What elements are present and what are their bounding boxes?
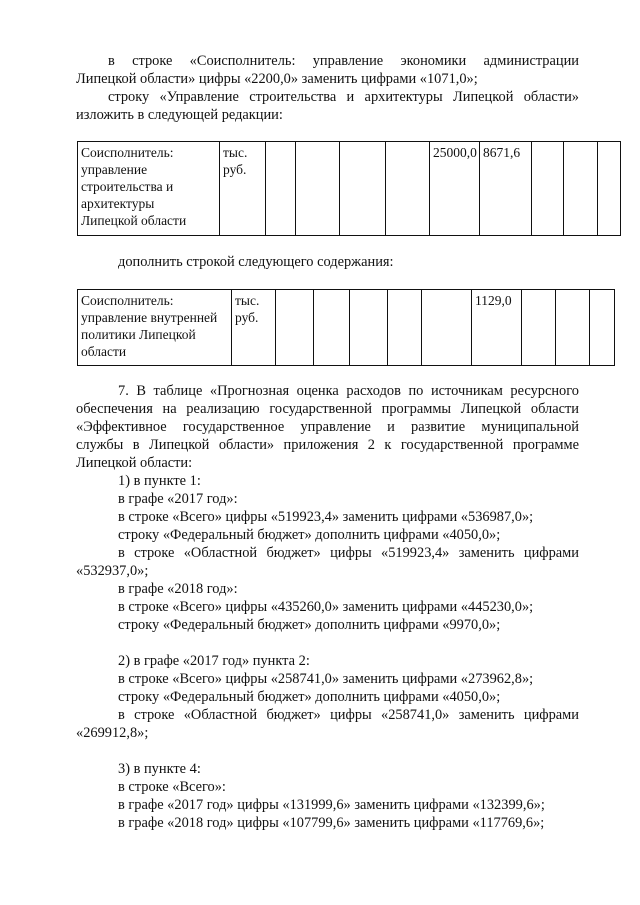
item2-line-c1: в строке «Областной бюджет» цифры «258741,0» заменить цифрами	[118, 707, 579, 723]
table-construction	[77, 141, 621, 236]
item1-line-c: строку «Федеральный бюджет» дополнить цифрами «4050,0»;	[118, 527, 501, 543]
table2-value-cell	[314, 290, 350, 366]
table2-value-cell	[556, 290, 590, 366]
item1-line-d2: «532937,0»;	[76, 563, 149, 579]
intro-line-3: строку «Управление строительства и архитектуры Липецкой области»	[108, 89, 579, 105]
table2-name-line: Соисполнитель:	[81, 293, 174, 308]
item1-line-g: строку «Федеральный бюджет» дополнить цифрами «9970,0»;	[118, 617, 501, 633]
table1-value-cell	[564, 142, 598, 236]
table2-name-line: политики Липецкой	[81, 327, 196, 342]
table2-value-cell	[276, 290, 314, 366]
add-row-text: дополнить строкой следующего содержания:	[118, 254, 394, 270]
table1-value-cell	[340, 142, 386, 236]
table1-value-cell: 25000,0	[430, 142, 480, 236]
table1-name-line: управление	[81, 162, 148, 177]
table1-unit-cell	[220, 142, 266, 236]
section7-line-3: «Эффективное государственное управление и развитие муниципальной	[76, 419, 579, 435]
table2-value-cell	[522, 290, 556, 366]
item2-line-a: в строке «Всего» цифры «258741,0» заменить цифрами «273962,8»;	[118, 671, 534, 687]
table1-unit-line: тыс.	[223, 145, 248, 160]
item2-line-b: строку «Федеральный бюджет» дополнить цифрами «4050,0»;	[118, 689, 501, 705]
item1-line-f: в строке «Всего» цифры «435260,0» заменить цифрами «445230,0»;	[118, 599, 534, 615]
item3-line-a: в строке «Всего»:	[118, 779, 226, 795]
table2-value-cell: 1129,0	[472, 290, 522, 366]
table1-value-cell	[598, 142, 621, 236]
section7-line-2: обеспечения на реализацию государственной программы Липецкой области	[76, 401, 579, 417]
table1-name-line: архитектуры	[81, 196, 155, 211]
table1-name-line: Соисполнитель:	[81, 145, 174, 160]
item2-line-c2: «269912,8»;	[76, 725, 149, 741]
section7-line-4: службы в Липецкой области» приложения 2 к государственной программе	[76, 437, 579, 453]
table2-name-line: области	[81, 344, 127, 359]
intro-line-4: изложить в следующей редакции:	[76, 107, 283, 123]
item3-title: 3) в пункте 4:	[118, 761, 201, 777]
table2-unit-line: руб.	[235, 310, 259, 325]
table1-value-cell	[296, 142, 340, 236]
table2-name-line: управление внутренней	[81, 310, 218, 325]
table1-value-cell: 8671,6	[480, 142, 532, 236]
item1-title: 1) в пункте 1:	[118, 473, 201, 489]
table1-unit-line: руб.	[223, 162, 247, 177]
item1-line-a: в графе «2017 год»:	[118, 491, 238, 507]
intro-line-1: в строке «Соисполнитель: управление экономики администрации	[108, 53, 579, 69]
item2-title: 2) в графе «2017 год» пункта 2:	[118, 653, 310, 669]
table1-name-line: строительства и	[81, 179, 174, 194]
table1-value-cell	[386, 142, 430, 236]
table-internal-policy	[77, 289, 615, 366]
item1-line-d1: в строке «Областной бюджет» цифры «519923,4» заменить цифрами	[118, 545, 579, 561]
table2-unit-line: тыс.	[235, 293, 260, 308]
table2-value-cell	[350, 290, 388, 366]
intro-line-2: Липецкой области» цифры «2200,0» заменить цифрами «1071,0»;	[76, 71, 478, 87]
item1-line-e: в графе «2018 год»:	[118, 581, 238, 597]
item3-line-b: в графе «2017 год» цифры «131999,6» заменить цифрами «132399,6»;	[118, 797, 545, 813]
table1-name-cell	[78, 142, 220, 236]
table1-name-line: Липецкой области	[81, 213, 187, 228]
table2-name-cell	[78, 290, 232, 366]
table1-value-cell	[266, 142, 296, 236]
table1-value-cell	[532, 142, 564, 236]
table2-value-cell	[388, 290, 422, 366]
item3-line-c: в графе «2018 год» цифры «107799,6» заменить цифрами «117769,6»;	[118, 815, 545, 831]
section7-line-5: Липецкой области:	[76, 455, 193, 471]
item1-line-b: в строке «Всего» цифры «519923,4» заменить цифрами «536987,0»;	[118, 509, 534, 525]
section7-line-1: 7. В таблице «Прогнозная оценка расходов по источникам ресурсного	[118, 383, 579, 399]
table2-value-cell	[422, 290, 472, 366]
table2-value-cell	[590, 290, 615, 366]
table2-unit-cell	[232, 290, 276, 366]
